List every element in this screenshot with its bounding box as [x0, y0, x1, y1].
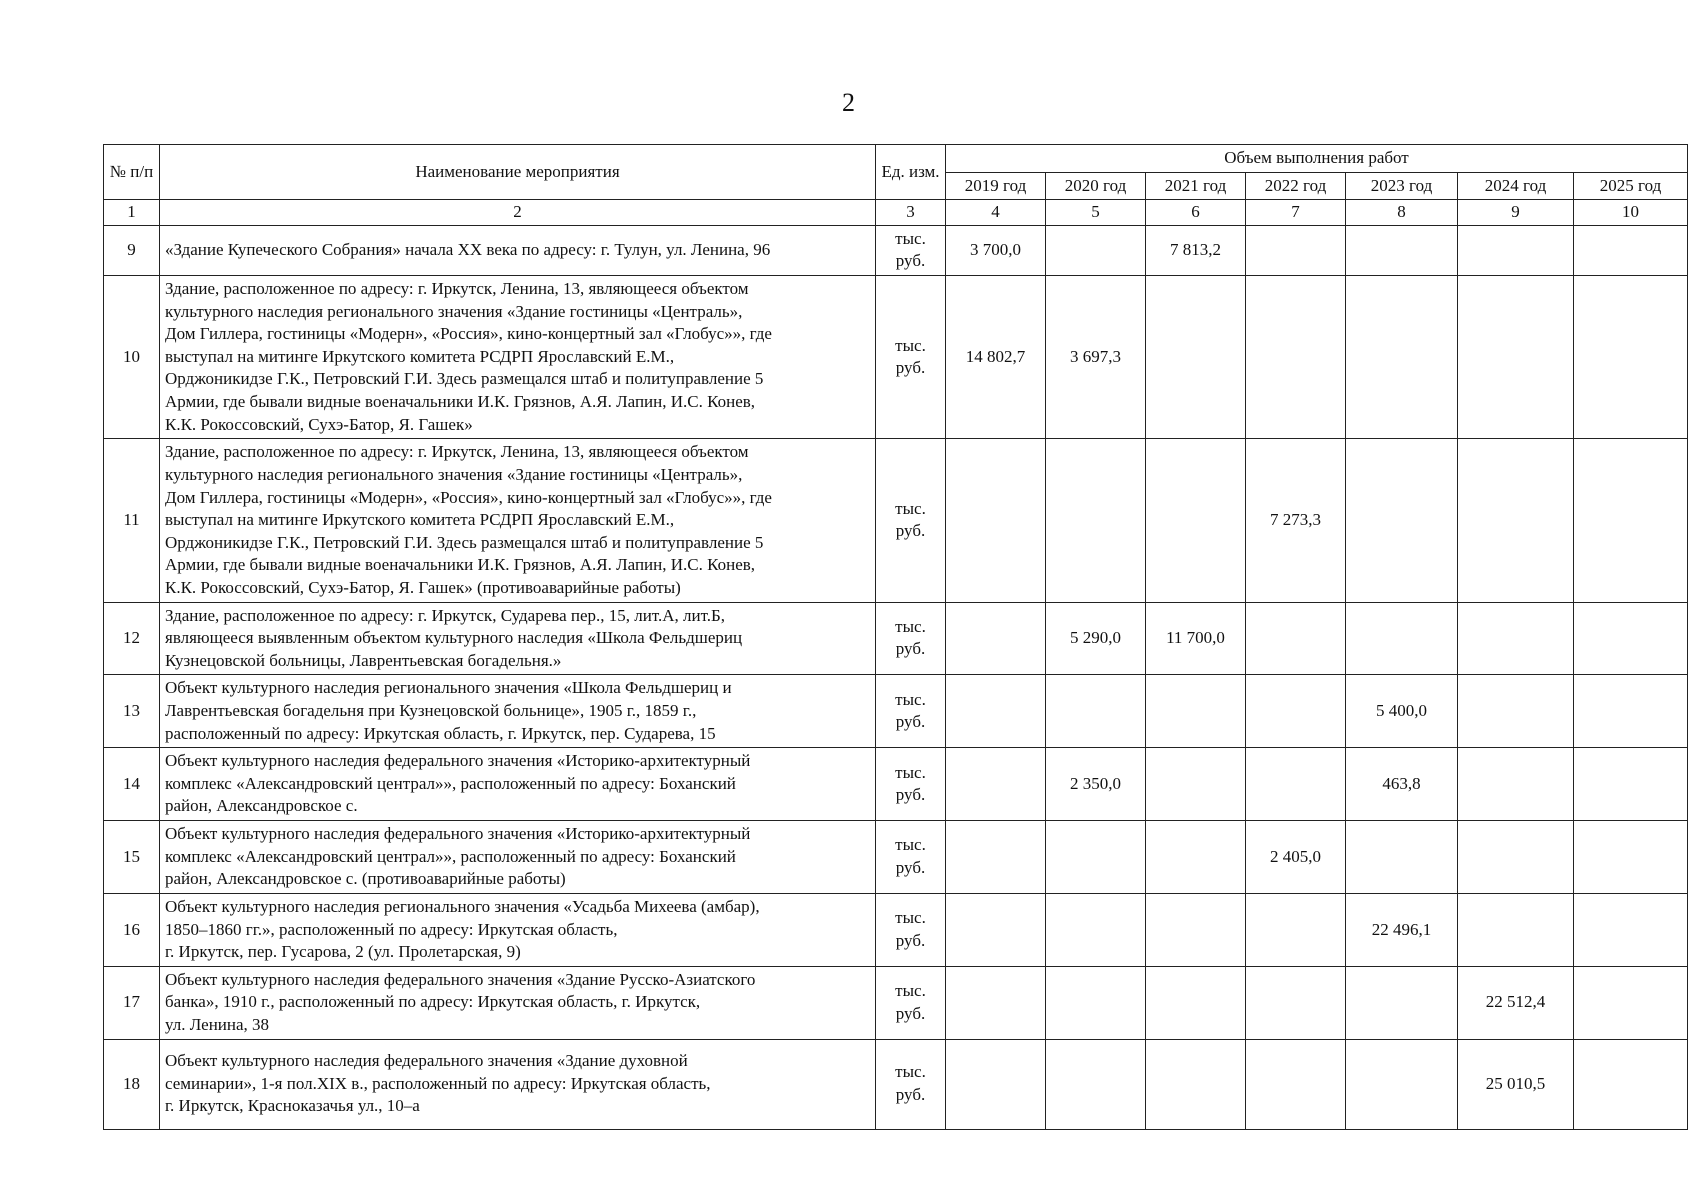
event-name-line: Объект культурного наследия федерального значения «Историко-архитектурный: [165, 824, 751, 844]
year-value-2024: 25 010,5: [1458, 1039, 1574, 1129]
table-row: [104, 602, 1688, 675]
unit-line: руб.: [895, 930, 926, 950]
event-name: [160, 276, 876, 439]
event-name-line: выступал на митинге Иркутского комитета РСДРП Ярославский Е.М.,: [165, 346, 675, 366]
year-value-2025: [1574, 602, 1688, 675]
year-value-2024: [1458, 893, 1574, 966]
year-value-2019: 3 700,0: [946, 225, 1046, 275]
year-value-2020: [1046, 893, 1146, 966]
year-value-2022: 7 273,3: [1246, 439, 1346, 602]
year-value-2023: [1346, 1039, 1458, 1129]
event-name: [160, 225, 876, 275]
event-name-line: Армии, где бывали видные военачальники И.К. Грязнов, А.Я. Лапин, И.С. Конев,: [165, 555, 756, 575]
header-year: 2022 год: [1246, 172, 1346, 200]
event-name-line: культурного наследия регионального значения «Здание гостиницы «Централь»,: [165, 301, 743, 321]
year-value-2023: [1346, 966, 1458, 1039]
unit-line: тыс.: [895, 908, 926, 928]
event-name-line: Объект культурного наследия федерального значения «Здание Русско-Азиатского: [165, 969, 756, 989]
event-name-line: расположенный по адресу: Иркутская область, г. Иркутск, пер. Сударева, 15: [165, 723, 716, 743]
year-value-2021: [1146, 966, 1246, 1039]
row-number: 9: [104, 225, 160, 275]
year-value-2025: [1574, 748, 1688, 821]
event-name-line: Объект культурного наследия регионального значения «Усадьба Михеева (амбар),: [165, 896, 760, 916]
year-value-2021: [1146, 1039, 1246, 1129]
header-year: 2024 год: [1458, 172, 1574, 200]
unit-line: руб.: [895, 1003, 926, 1023]
unit-line: тыс.: [895, 1062, 926, 1082]
year-value-2022: [1246, 748, 1346, 821]
works-schedule-table: [103, 144, 1688, 1130]
event-name-line: К.К. Рокоссовский, Сухэ-Батор, Я. Гашек»: [165, 414, 473, 434]
year-value-2020: [1046, 966, 1146, 1039]
year-value-2025: [1574, 439, 1688, 602]
event-name: [160, 748, 876, 821]
year-value-2020: 3 697,3: [1046, 276, 1146, 439]
page-number: 2: [842, 88, 855, 117]
year-value-2019: [946, 1039, 1046, 1129]
year-value-2024: [1458, 225, 1574, 275]
year-value-2020: [1046, 675, 1146, 748]
event-name-line: Объект культурного наследия федерального значения «Здание духовной: [165, 1051, 688, 1071]
event-name-line: комплекс «Александровский централ»», расположенный по адресу: Боханский: [165, 846, 736, 866]
year-value-2020: 5 290,0: [1046, 602, 1146, 675]
unit-line: руб.: [895, 857, 926, 877]
table-row: [104, 675, 1688, 748]
year-value-2022: [1246, 893, 1346, 966]
event-name-line: Орджоникидзе Г.К., Петровский Г.И. Здесь размещался штаб и политуправление 5: [165, 532, 764, 552]
year-value-2019: [946, 439, 1046, 602]
year-value-2025: [1574, 893, 1688, 966]
unit-cell: [876, 602, 946, 675]
unit-line: тыс.: [895, 498, 926, 518]
event-name: [160, 966, 876, 1039]
event-name: [160, 675, 876, 748]
year-value-2025: [1574, 1039, 1688, 1129]
row-number: 18: [104, 1039, 160, 1129]
event-name: [160, 1039, 876, 1129]
table-row: [104, 966, 1688, 1039]
column-number: 7: [1246, 200, 1346, 226]
event-name: [160, 821, 876, 894]
column-number: 2: [160, 200, 876, 226]
unit-line: тыс.: [895, 981, 926, 1001]
table-body: [104, 225, 1688, 1129]
event-name-line: Здание, расположенное по адресу: г. Иркутск, Ленина, 13, являющееся объектом: [165, 279, 749, 299]
column-number: 9: [1458, 200, 1574, 226]
event-name-line: Лаврентьевская богадельня при Кузнецовской больнице», 1905 г., 1859 г.,: [165, 701, 697, 721]
year-value-2023: 463,8: [1346, 748, 1458, 821]
row-number: 12: [104, 602, 160, 675]
year-value-2019: [946, 602, 1046, 675]
event-name-line: «Здание Купеческого Собрания» начала XX века по адресу: г. Тулун, ул. Ленина, 96: [165, 240, 771, 260]
unit-cell: [876, 225, 946, 275]
year-value-2022: [1246, 225, 1346, 275]
unit-line: тыс.: [895, 835, 926, 855]
event-name-line: Объект культурного наследия федерального значения «Историко-архитектурный: [165, 751, 751, 771]
year-value-2020: [1046, 821, 1146, 894]
column-number: 4: [946, 200, 1046, 226]
row-number: 16: [104, 893, 160, 966]
unit-cell: [876, 1039, 946, 1129]
year-value-2019: [946, 748, 1046, 821]
unit-line: тыс.: [895, 762, 926, 782]
year-value-2024: [1458, 748, 1574, 821]
header-unit: Ед. изм.: [876, 145, 946, 200]
event-name-line: Орджоникидзе Г.К., Петровский Г.И. Здесь размещался штаб и политуправление 5: [165, 369, 764, 389]
year-value-2024: [1458, 439, 1574, 602]
header-volume: Объем выполнения работ: [946, 145, 1688, 173]
unit-cell: [876, 675, 946, 748]
column-number-row: [104, 200, 1688, 226]
column-number: 8: [1346, 200, 1458, 226]
year-value-2020: 2 350,0: [1046, 748, 1146, 821]
year-value-2025: [1574, 966, 1688, 1039]
unit-line: тыс.: [895, 228, 926, 248]
header-no: № п/п: [104, 145, 160, 200]
table-row: [104, 748, 1688, 821]
unit-cell: [876, 966, 946, 1039]
year-value-2025: [1574, 225, 1688, 275]
year-value-2019: [946, 821, 1046, 894]
year-value-2021: [1146, 748, 1246, 821]
unit-line: руб.: [895, 712, 926, 732]
table-row: [104, 225, 1688, 275]
row-number: 10: [104, 276, 160, 439]
event-name: [160, 893, 876, 966]
year-value-2020: [1046, 225, 1146, 275]
column-number: 6: [1146, 200, 1246, 226]
year-value-2019: 14 802,7: [946, 276, 1046, 439]
event-name-line: 1850–1860 гг.», расположенный по адресу: Иркутская область,: [165, 919, 618, 939]
year-value-2020: [1046, 439, 1146, 602]
row-number: 13: [104, 675, 160, 748]
table-row: [104, 276, 1688, 439]
unit-line: тыс.: [895, 335, 926, 355]
event-name-line: г. Иркутск, Красноказачья ул., 10–а: [165, 1096, 420, 1116]
event-name-line: Дом Гиллера, гостиницы «Модерн», «Россия», кино-концертный зал «Глобус»», где: [165, 487, 772, 507]
table-row: [104, 439, 1688, 602]
column-number: 3: [876, 200, 946, 226]
row-number: 14: [104, 748, 160, 821]
row-number: 15: [104, 821, 160, 894]
header-name: Наименование мероприятия: [160, 145, 876, 200]
year-value-2025: [1574, 821, 1688, 894]
year-value-2021: [1146, 675, 1246, 748]
row-number: 17: [104, 966, 160, 1039]
year-value-2025: [1574, 675, 1688, 748]
header-year: 2020 год: [1046, 172, 1146, 200]
event-name-line: К.К. Рокоссовский, Сухэ-Батор, Я. Гашек» (противоаварийные работы): [165, 577, 681, 597]
event-name-line: семинарии», 1-я пол.XIX в., расположенный по адресу: Иркутская область,: [165, 1073, 711, 1093]
event-name-line: комплекс «Александровский централ»», расположенный по адресу: Боханский: [165, 773, 736, 793]
year-value-2024: [1458, 821, 1574, 894]
year-value-2021: [1146, 439, 1246, 602]
event-name-line: Здание, расположенное по адресу: г. Иркутск, Сударева пер., 15, лит.А, лит.Б,: [165, 605, 726, 625]
year-value-2023: [1346, 439, 1458, 602]
event-name-line: Кузнецовской больницы, Лаврентьевская богадельня.»: [165, 650, 562, 670]
event-name-line: Дом Гиллера, гостиницы «Модерн», «Россия», кино-концертный зал «Глобус»», где: [165, 324, 772, 344]
year-value-2022: [1246, 675, 1346, 748]
year-value-2022: 2 405,0: [1246, 821, 1346, 894]
unit-line: тыс.: [895, 616, 926, 636]
header-year: 2023 год: [1346, 172, 1458, 200]
unit-line: руб.: [895, 785, 926, 805]
year-value-2024: [1458, 276, 1574, 439]
year-value-2021: [1146, 821, 1246, 894]
year-value-2020: [1046, 1039, 1146, 1129]
event-name-line: являющееся выявленным объектом культурного наследия «Школа Фельдшериц: [165, 628, 743, 648]
header-year: 2025 год: [1574, 172, 1688, 200]
year-value-2022: [1246, 1039, 1346, 1129]
event-name-line: Объект культурного наследия регионального значения «Школа Фельдшериц и: [165, 678, 732, 698]
year-value-2024: 22 512,4: [1458, 966, 1574, 1039]
year-value-2022: [1246, 602, 1346, 675]
year-value-2021: 7 813,2: [1146, 225, 1246, 275]
header-row-top: [104, 145, 1688, 173]
unit-line: руб.: [895, 1085, 926, 1105]
unit-cell: [876, 893, 946, 966]
year-value-2021: 11 700,0: [1146, 602, 1246, 675]
year-value-2022: [1246, 966, 1346, 1039]
column-number: 5: [1046, 200, 1146, 226]
unit-line: руб.: [895, 639, 926, 659]
year-value-2019: [946, 893, 1046, 966]
header-year: 2019 год: [946, 172, 1046, 200]
event-name-line: ул. Ленина, 38: [165, 1014, 270, 1034]
table-row: [104, 1039, 1688, 1129]
event-name-line: выступал на митинге Иркутского комитета РСДРП Ярославский Е.М.,: [165, 510, 675, 530]
year-value-2023: [1346, 225, 1458, 275]
unit-line: тыс.: [895, 689, 926, 709]
year-value-2024: [1458, 602, 1574, 675]
unit-cell: [876, 748, 946, 821]
event-name-line: банка», 1910 г., расположенный по адресу: Иркутская область, г. Иркутск,: [165, 992, 701, 1012]
year-value-2021: [1146, 276, 1246, 439]
unit-line: руб.: [895, 251, 926, 271]
year-value-2023: 5 400,0: [1346, 675, 1458, 748]
event-name-line: Армии, где бывали видные военачальники И.К. Грязнов, А.Я. Лапин, И.С. Конев,: [165, 392, 756, 412]
year-value-2025: [1574, 276, 1688, 439]
year-value-2021: [1146, 893, 1246, 966]
event-name: [160, 439, 876, 602]
year-value-2023: 22 496,1: [1346, 893, 1458, 966]
column-number: 10: [1574, 200, 1688, 226]
row-number: 11: [104, 439, 160, 602]
year-value-2024: [1458, 675, 1574, 748]
column-number: 1: [104, 200, 160, 226]
event-name-line: культурного наследия регионального значения «Здание гостиницы «Централь»,: [165, 464, 743, 484]
unit-cell: [876, 276, 946, 439]
event-name: [160, 602, 876, 675]
table-row: [104, 893, 1688, 966]
year-value-2019: [946, 675, 1046, 748]
event-name-line: г. Иркутск, пер. Гусарова, 2 (ул. Пролетарская, 9): [165, 942, 521, 962]
unit-cell: [876, 439, 946, 602]
unit-line: руб.: [895, 521, 926, 541]
unit-cell: [876, 821, 946, 894]
unit-line: руб.: [895, 358, 926, 378]
event-name-line: район, Александровское с.: [165, 796, 358, 816]
event-name-line: район, Александровское с. (противоаварийные работы): [165, 869, 566, 889]
header-year: 2021 год: [1146, 172, 1246, 200]
year-value-2019: [946, 966, 1046, 1039]
year-value-2023: [1346, 602, 1458, 675]
event-name-line: Здание, расположенное по адресу: г. Иркутск, Ленина, 13, являющееся объектом: [165, 442, 749, 462]
year-value-2022: [1246, 276, 1346, 439]
table-row: [104, 821, 1688, 894]
year-value-2023: [1346, 821, 1458, 894]
year-value-2023: [1346, 276, 1458, 439]
